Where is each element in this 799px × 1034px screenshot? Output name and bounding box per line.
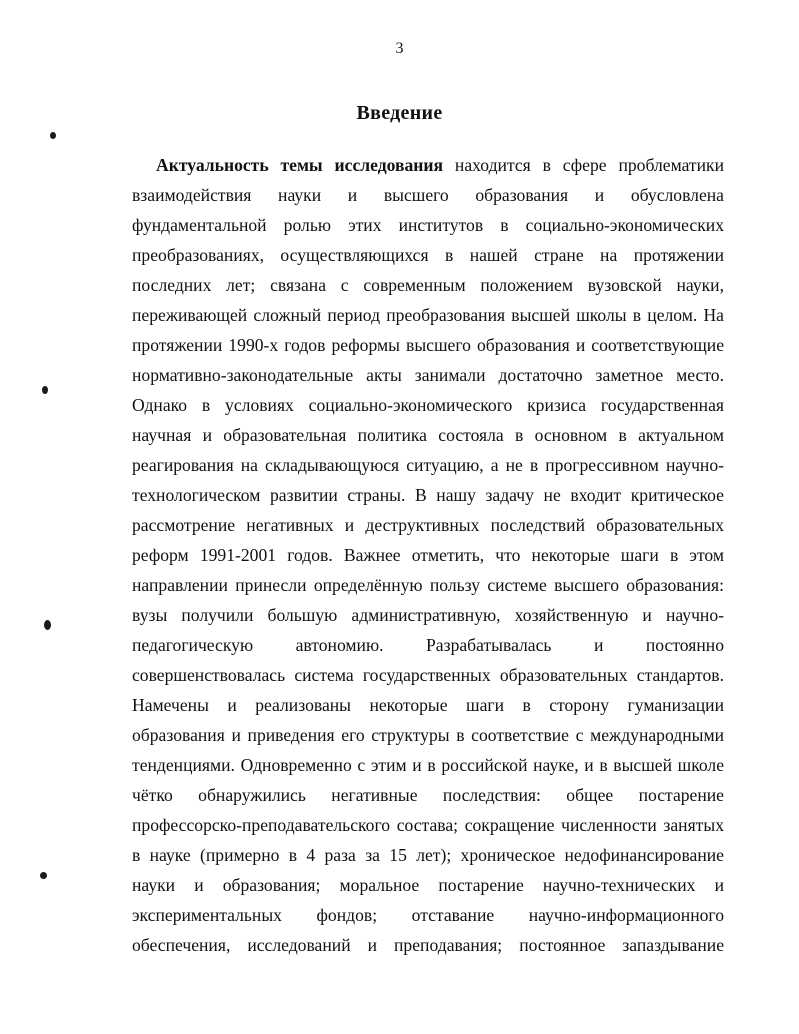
text-line: тенденциями. Одновременно с этим и в российской науке, и в высшей школе bbox=[132, 755, 724, 775]
text-line: профессорско-преподавательского состава; сокращение численности занятых bbox=[132, 815, 724, 835]
text-line: рассмотрение негативных и деструктивных последствий образовательных bbox=[132, 515, 724, 535]
text-line: реагирования на складывающуюся ситуацию, а не в прогрессивном научно- bbox=[132, 455, 724, 475]
scan-speck bbox=[40, 872, 47, 879]
text-line: реформ 1991-2001 годов. Важнее отметить, что некоторые шаги в этом bbox=[132, 545, 724, 565]
text-line: фундаментальной ролью этих институтов в социально-экономических bbox=[132, 215, 724, 235]
text-line: в науке (примерно в 4 раза за 15 лет); хроническое недофинансирование bbox=[132, 845, 724, 865]
text-line: взаимодействия науки и высшего образования и обусловлена bbox=[132, 185, 724, 205]
lead-phrase: Актуальность темы исследования bbox=[156, 155, 444, 175]
text-line: направлении принесли определённую пользу системе высшего образования: bbox=[132, 575, 724, 595]
text-line: образования и приведения его структуры в соответствие с международными bbox=[132, 725, 724, 745]
text-line-lead bbox=[132, 150, 724, 180]
scan-speck bbox=[44, 620, 51, 630]
text-line: педагогическую автономию. Разрабатывалась и постоянно bbox=[132, 635, 724, 655]
text-line: Однако в условиях социально-экономического кризиса государственная bbox=[132, 395, 724, 415]
text-line: последних лет; связана с современным положением вузовской науки, bbox=[132, 275, 724, 295]
scan-speck bbox=[50, 132, 56, 139]
text-line: переживающей сложный период преобразования высшей школы в целом. На bbox=[132, 305, 724, 325]
lead-continuation: находится в сфере проблематики bbox=[443, 155, 724, 175]
text-line: экспериментальных фондов; отставание научно-информационного bbox=[132, 905, 724, 925]
body-text bbox=[132, 150, 724, 960]
text-line: совершенствовалась система государственных образовательных стандартов. bbox=[132, 665, 724, 685]
page-number: 3 bbox=[395, 40, 404, 57]
scan-speck bbox=[42, 386, 48, 394]
text-line: обеспечения, исследований и преподавания; постоянное запаздывание bbox=[132, 935, 724, 955]
text-line: науки и образования; моральное постарение научно-технических и bbox=[132, 875, 724, 895]
text-line: научная и образовательная политика состояла в основном в актуальном bbox=[132, 425, 724, 445]
text-line: технологическом развитии страны. В нашу задачу не входит критическое bbox=[132, 485, 724, 505]
text-line: Намечены и реализованы некоторые шаги в сторону гуманизации bbox=[132, 695, 724, 715]
text-line: вузы получили большую административную, хозяйственную и научно- bbox=[132, 605, 724, 625]
text-line: нормативно-законодательные акты занимали достаточно заметное место. bbox=[132, 365, 724, 385]
section-heading: Введение bbox=[356, 102, 443, 124]
text-line: преобразованиях, осуществляющихся в нашей стране на протяжении bbox=[132, 245, 724, 265]
text-line: протяжении 1990-х годов реформы высшего образования и соответствующие bbox=[132, 335, 724, 355]
text-line: чётко обнаружились негативные последствия: общее постарение bbox=[132, 785, 724, 805]
